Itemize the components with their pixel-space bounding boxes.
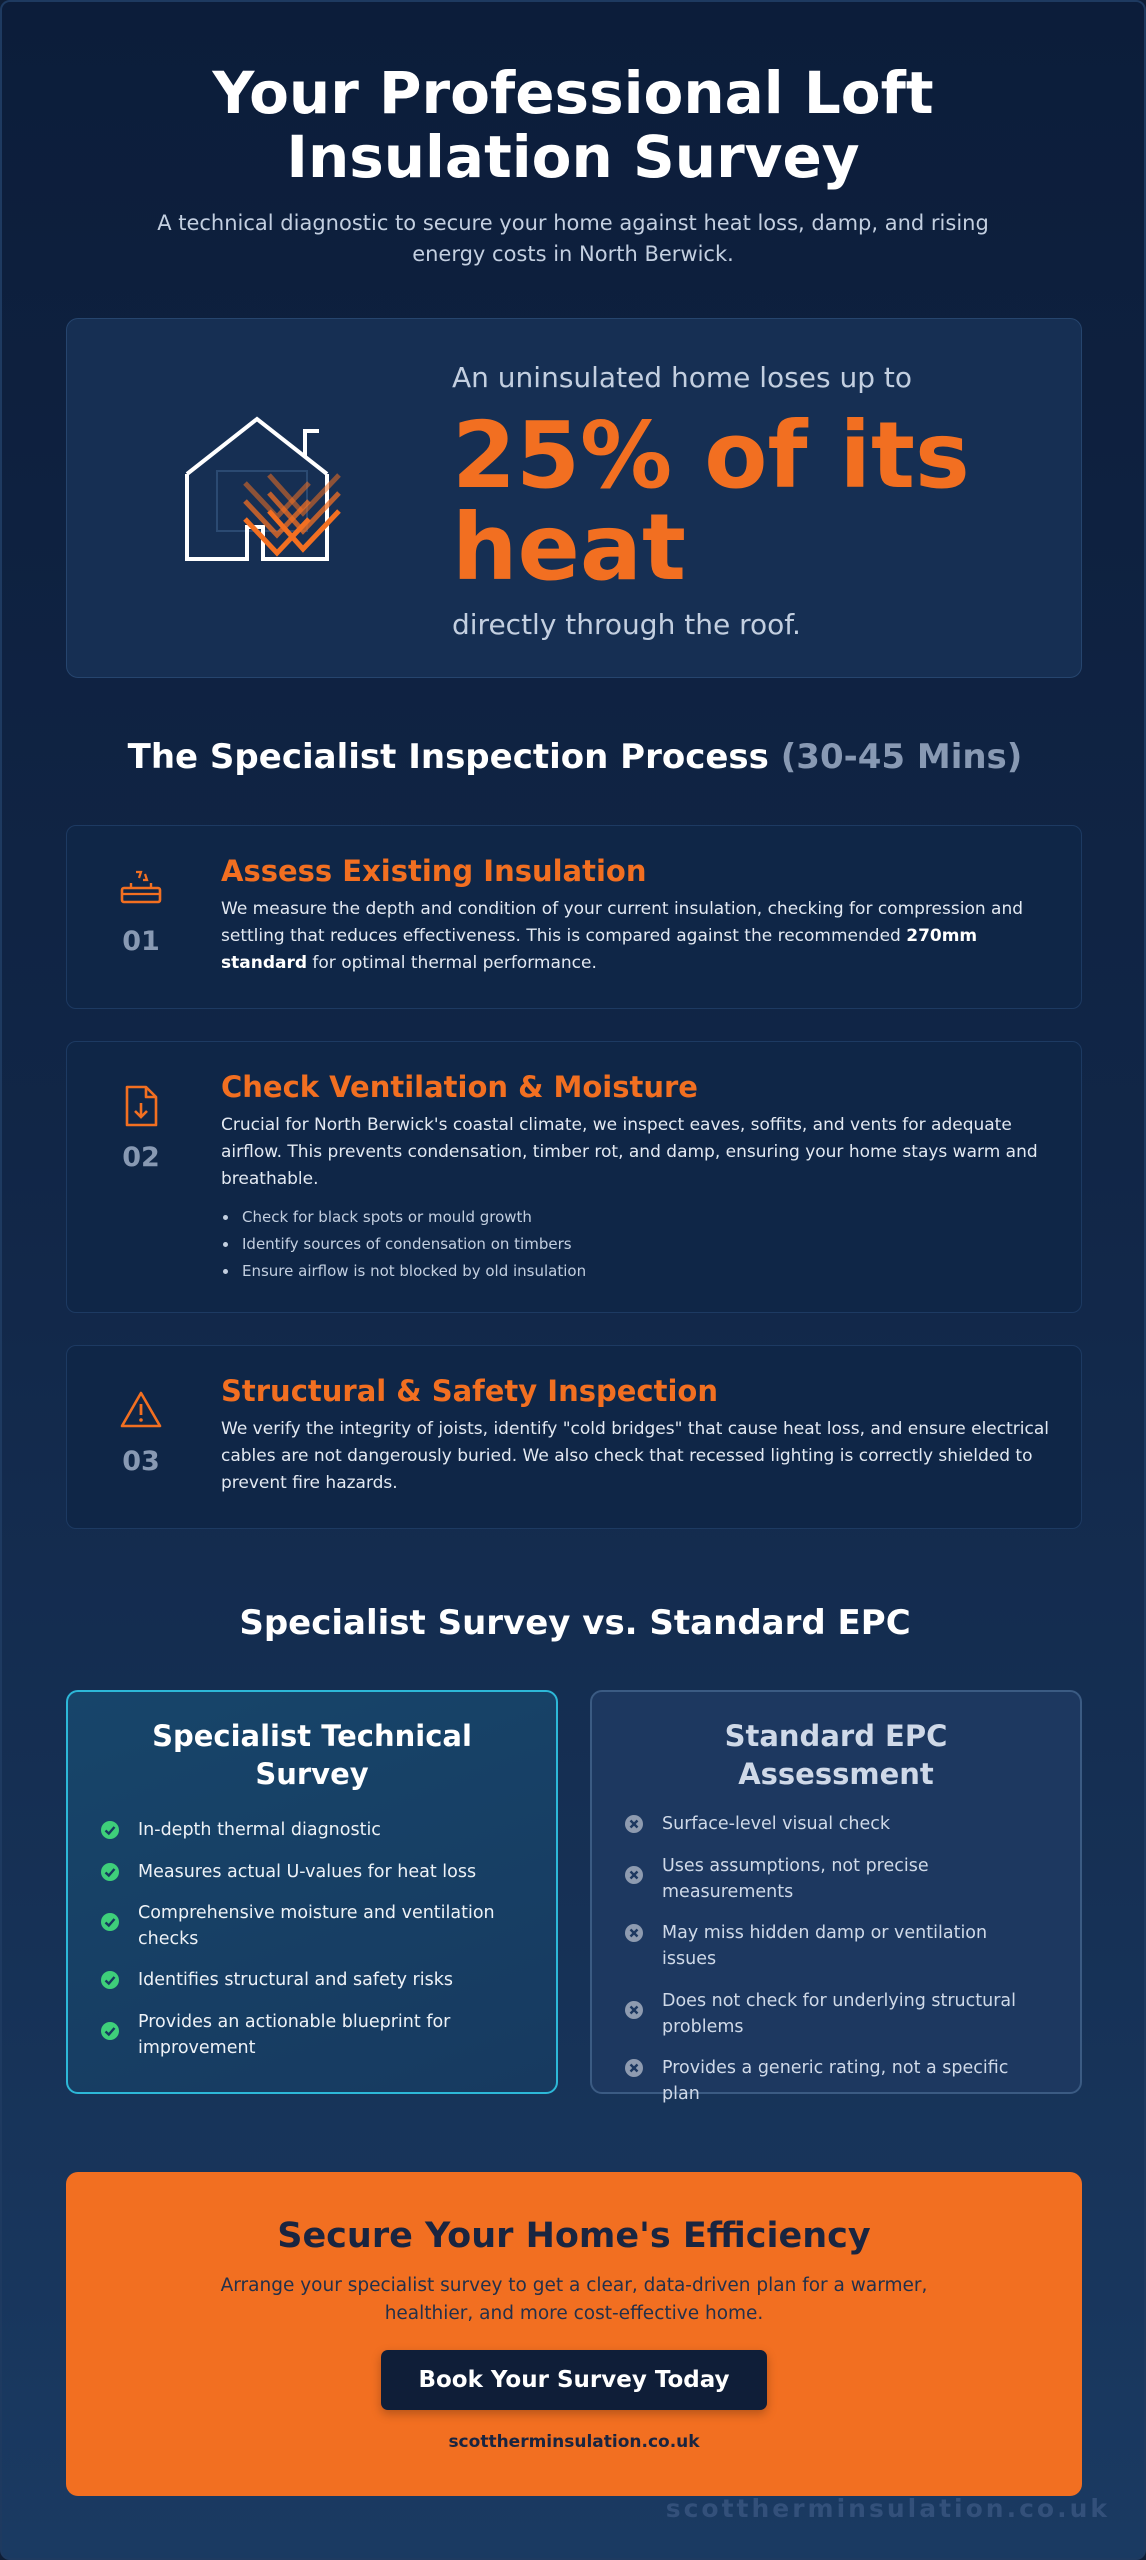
x-circle-icon: [624, 1865, 644, 1885]
check-circle-icon: [100, 1820, 120, 1840]
feature-list: [68, 1817, 556, 2061]
specialist-survey-card: [66, 1690, 558, 2094]
card-title: Standard EPC Assessment: [724, 1719, 948, 1791]
list-item: Check for black spots or mould growth: [221, 1204, 1051, 1231]
insulation-basket-icon: [119, 868, 163, 912]
step-description-bold: 270mm standard: [221, 926, 978, 974]
check-circle-icon: [100, 1970, 120, 1990]
card-title: Specialist Technical Survey: [152, 1719, 472, 1791]
watermark: scottherminsulation.co.uk: [665, 2494, 1110, 2523]
check-circle-icon: [100, 1912, 120, 1932]
warning-triangle-icon: [119, 1388, 163, 1432]
list-item: In-depth thermal diagnostic: [100, 1817, 520, 1843]
list-item: Provides an actionable blueprint for improvement: [100, 2009, 520, 2062]
list-item: May miss hidden damp or ventilation issues: [624, 1920, 1044, 1973]
process-duration: (30-45 Mins): [780, 737, 1023, 777]
check-circle-icon: [100, 1862, 120, 1882]
process-step-2: [66, 1041, 1082, 1313]
list-item: Uses assumptions, not precise measurements: [624, 1853, 1044, 1906]
process-title: The Specialist Inspection Process: [127, 737, 769, 777]
cta-panel: [66, 2172, 1082, 2496]
step-title: Assess Existing Insulation: [221, 854, 647, 888]
process-section-title: [2, 737, 1146, 777]
book-survey-button[interactable]: Book Your Survey Today: [381, 2350, 767, 2410]
list-item: Ensure airflow is not blocked by old insulation: [221, 1258, 1051, 1285]
step-number: 01: [122, 926, 160, 957]
step-body: [221, 1374, 1051, 1498]
list-item: Provides a generic rating, not a specific plan: [624, 2055, 1044, 2108]
house-heat-loss-icon: [177, 409, 417, 589]
process-step-1: [66, 825, 1082, 1009]
list-item: Identifies structural and safety risks: [100, 1967, 520, 1993]
step-description: We measure the depth and condition of your current insulation, checking for compression and settling that reduces effectiveness. This is compared against the recommended 270mm standard for optimal thermal performance.: [221, 899, 1024, 974]
hero-highlight-stat: 25% of its heat: [452, 402, 970, 601]
step-number: 02: [122, 1142, 160, 1173]
x-circle-icon: [624, 1923, 644, 1943]
page-title: Your Professional Loft Insulation Survey: [212, 59, 934, 191]
check-circle-icon: [100, 2021, 120, 2041]
header: [2, 2, 1144, 271]
list-item: Surface-level visual check: [624, 1811, 1044, 1837]
cta-title: Secure Your Home's Efficiency: [277, 2216, 871, 2256]
standard-epc-card: [590, 1690, 1082, 2105]
comparison-section-title: Specialist Survey vs. Standard EPC: [239, 1603, 911, 1643]
hero-stat-card: [66, 318, 1082, 678]
process-step-3: [66, 1345, 1082, 1529]
step-description: Crucial for North Berwick's coastal climate, we inspect eaves, soffits, and vents for adequate airflow. This prevents condensation, timber rot, and damp, ensuring your home stays warm and breathable.: [221, 1115, 1038, 1190]
list-item: Measures actual U-values for heat loss: [100, 1859, 520, 1885]
list-item: Identify sources of condensation on timbers: [221, 1231, 1051, 1258]
hero-tail: directly through the roof.: [452, 608, 801, 641]
cta-website-link[interactable]: scottherminsulation.co.uk: [448, 2431, 700, 2452]
x-circle-icon: [624, 2058, 644, 2078]
step-title: Structural & Safety Inspection: [221, 1374, 718, 1408]
x-circle-icon: [624, 2000, 644, 2020]
page-subtitle: A technical diagnostic to secure your home against heat loss, damp, and rising energy costs in North Berwick.: [157, 210, 989, 267]
list-item: Does not check for underlying structural problems: [624, 1988, 1044, 2041]
file-download-icon: [119, 1084, 163, 1128]
cta-description: Arrange your specialist survey to get a clear, data-driven plan for a warmer, healthier, and more cost-effective home.: [220, 2275, 928, 2324]
list-item: Comprehensive moisture and ventilation checks: [100, 1900, 520, 1953]
step-description: We verify the integrity of joists, identify "cold bridges" that cause heat loss, and ensure electrical cables are not dangerously buried. We also check that recessed lighting is correctly shielded to prevent fire hazards.: [221, 1419, 1049, 1494]
hero-lead: An uninsulated home loses up to: [452, 361, 912, 394]
step-title: Check Ventilation & Moisture: [221, 1070, 698, 1104]
step-bullet-list: [221, 1204, 1051, 1285]
step-body: [221, 1070, 1051, 1285]
x-circle-icon: [624, 1814, 644, 1834]
feature-list: [592, 1811, 1080, 2107]
hero-text: [452, 361, 1052, 641]
step-number: 03: [122, 1446, 160, 1477]
step-body: [221, 854, 1051, 978]
